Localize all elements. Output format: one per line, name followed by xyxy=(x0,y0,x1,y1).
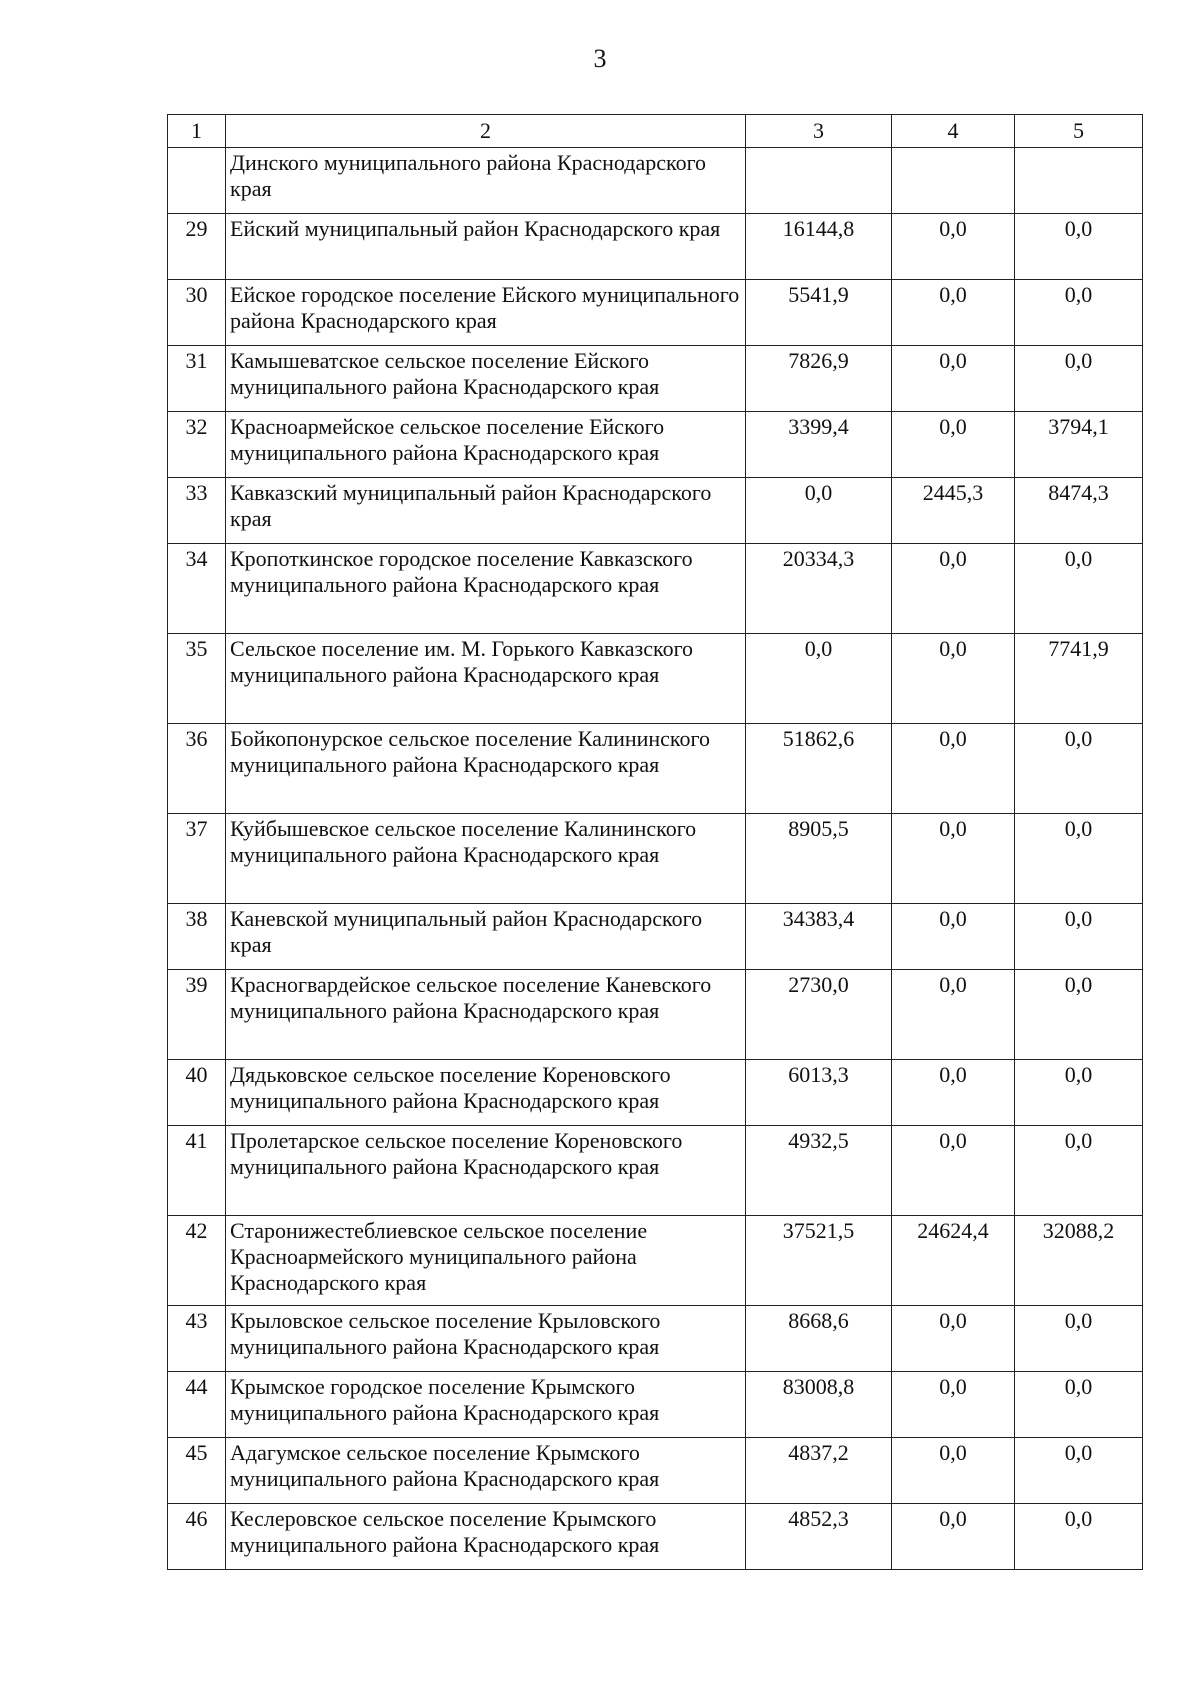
column-4-value-cell: 0,0 xyxy=(892,1504,1015,1570)
row-number-cell: 30 xyxy=(168,280,226,346)
row-number-cell: 42 xyxy=(168,1216,226,1306)
municipality-name-cell: Динского муниципального района Краснодарского края xyxy=(226,148,746,214)
municipality-name-cell: Бойкопонурское сельское поселение Калининского муниципального района Краснодарского края xyxy=(226,724,746,814)
column-4-value-cell: 0,0 xyxy=(892,970,1015,1060)
column-header-3: 3 xyxy=(746,115,892,148)
municipality-name-cell: Кеслеровское сельское поселение Крымского муниципального района Краснодарского края xyxy=(226,1504,746,1570)
column-4-value-cell: 0,0 xyxy=(892,904,1015,970)
column-5-value-cell: 0,0 xyxy=(1015,1504,1143,1570)
table-row xyxy=(168,346,1143,412)
column-3-value-cell: 51862,6 xyxy=(746,724,892,814)
column-5-value-cell: 3794,1 xyxy=(1015,412,1143,478)
column-5-value-cell: 0,0 xyxy=(1015,814,1143,904)
row-number-cell: 34 xyxy=(168,544,226,634)
table-row xyxy=(168,214,1143,280)
municipality-name-cell: Ейское городское поселение Ейского муниципального района Краснодарского края xyxy=(226,280,746,346)
column-3-value-cell: 0,0 xyxy=(746,634,892,724)
column-3-value-cell: 5541,9 xyxy=(746,280,892,346)
column-5-value-cell: 0,0 xyxy=(1015,724,1143,814)
column-3-value-cell: 4932,5 xyxy=(746,1126,892,1216)
column-3-value-cell: 34383,4 xyxy=(746,904,892,970)
column-3-value-cell: 4852,3 xyxy=(746,1504,892,1570)
column-3-value-cell: 83008,8 xyxy=(746,1372,892,1438)
row-number-cell: 41 xyxy=(168,1126,226,1216)
municipality-name-cell: Старонижестеблиевское сельское поселение Красноармейского муниципального района Краснодарского края xyxy=(226,1216,746,1306)
row-number-cell: 37 xyxy=(168,814,226,904)
column-3-value-cell: 8905,5 xyxy=(746,814,892,904)
municipality-name-cell: Дядьковское сельское поселение Кореновского муниципального района Краснодарского края xyxy=(226,1060,746,1126)
table-row xyxy=(168,970,1143,1060)
municipality-name-cell: Красногвардейское сельское поселение Каневского муниципального района Краснодарского края xyxy=(226,970,746,1060)
table-row xyxy=(168,412,1143,478)
column-3-value-cell: 6013,3 xyxy=(746,1060,892,1126)
row-number-cell: 31 xyxy=(168,346,226,412)
column-5-value-cell: 0,0 xyxy=(1015,544,1143,634)
row-number-cell: 29 xyxy=(168,214,226,280)
municipality-name-cell: Пролетарское сельское поселение Кореновского муниципального района Краснодарского края xyxy=(226,1126,746,1216)
column-4-value-cell: 0,0 xyxy=(892,634,1015,724)
table-row xyxy=(168,634,1143,724)
column-5-value-cell: 7741,9 xyxy=(1015,634,1143,724)
municipality-name-cell: Куйбышевское сельское поселение Калининского муниципального района Краснодарского края xyxy=(226,814,746,904)
municipality-name-cell: Красноармейское сельское поселение Ейского муниципального района Краснодарского края xyxy=(226,412,746,478)
column-4-value-cell: 24624,4 xyxy=(892,1216,1015,1306)
row-number-cell: 39 xyxy=(168,970,226,1060)
row-number-cell: 40 xyxy=(168,1060,226,1126)
row-number-cell: 38 xyxy=(168,904,226,970)
row-number-cell: 35 xyxy=(168,634,226,724)
column-4-value-cell: 0,0 xyxy=(892,412,1015,478)
column-5-value-cell: 0,0 xyxy=(1015,346,1143,412)
column-5-value-cell: 0,0 xyxy=(1015,214,1143,280)
column-4-value-cell: 0,0 xyxy=(892,1060,1015,1126)
table-row xyxy=(168,478,1143,544)
column-4-value-cell: 0,0 xyxy=(892,724,1015,814)
row-number-cell: 44 xyxy=(168,1372,226,1438)
column-4-value-cell: 0,0 xyxy=(892,1126,1015,1216)
table-row xyxy=(168,724,1143,814)
allocation-table xyxy=(167,114,1143,1570)
row-number-cell: 36 xyxy=(168,724,226,814)
municipality-name-cell: Адагумское сельское поселение Крымского муниципального района Краснодарского края xyxy=(226,1438,746,1504)
column-3-value-cell: 16144,8 xyxy=(746,214,892,280)
column-5-value-cell: 0,0 xyxy=(1015,1438,1143,1504)
column-5-value-cell: 0,0 xyxy=(1015,904,1143,970)
table-row xyxy=(168,1438,1143,1504)
column-4-value-cell: 0,0 xyxy=(892,814,1015,904)
column-header-5: 5 xyxy=(1015,115,1143,148)
municipality-name-cell: Сельское поселение им. М. Горького Кавказского муниципального района Краснодарского края xyxy=(226,634,746,724)
table-row xyxy=(168,1372,1143,1438)
column-5-value-cell: 0,0 xyxy=(1015,1372,1143,1438)
column-4-value-cell xyxy=(892,148,1015,214)
column-3-value-cell xyxy=(746,148,892,214)
row-number-cell: 43 xyxy=(168,1306,226,1372)
table-row xyxy=(168,544,1143,634)
column-3-value-cell: 7826,9 xyxy=(746,346,892,412)
column-3-value-cell: 0,0 xyxy=(746,478,892,544)
column-4-value-cell: 0,0 xyxy=(892,544,1015,634)
table-header-row xyxy=(168,115,1143,148)
table-row xyxy=(168,814,1143,904)
column-3-value-cell: 20334,3 xyxy=(746,544,892,634)
column-4-value-cell: 2445,3 xyxy=(892,478,1015,544)
municipality-name-cell: Крымское городское поселение Крымского муниципального района Краснодарского края xyxy=(226,1372,746,1438)
table-row xyxy=(168,1216,1143,1306)
column-3-value-cell: 4837,2 xyxy=(746,1438,892,1504)
column-4-value-cell: 0,0 xyxy=(892,1306,1015,1372)
column-3-value-cell: 2730,0 xyxy=(746,970,892,1060)
column-5-value-cell xyxy=(1015,148,1143,214)
column-4-value-cell: 0,0 xyxy=(892,214,1015,280)
municipality-name-cell: Каневской муниципальный район Краснодарского края xyxy=(226,904,746,970)
municipality-name-cell: Кавказский муниципальный район Краснодарского края xyxy=(226,478,746,544)
column-4-value-cell: 0,0 xyxy=(892,1372,1015,1438)
row-number-cell xyxy=(168,148,226,214)
column-3-value-cell: 8668,6 xyxy=(746,1306,892,1372)
column-3-value-cell: 3399,4 xyxy=(746,412,892,478)
column-5-value-cell: 0,0 xyxy=(1015,280,1143,346)
column-5-value-cell: 0,0 xyxy=(1015,1126,1143,1216)
row-number-cell: 45 xyxy=(168,1438,226,1504)
column-4-value-cell: 0,0 xyxy=(892,346,1015,412)
municipality-name-cell: Крыловское сельское поселение Крыловского муниципального района Краснодарского края xyxy=(226,1306,746,1372)
row-number-cell: 32 xyxy=(168,412,226,478)
municipality-name-cell: Камышеватское сельское поселение Ейского муниципального района Краснодарского края xyxy=(226,346,746,412)
table-row xyxy=(168,1126,1143,1216)
table-row xyxy=(168,280,1143,346)
municipality-name-cell: Ейский муниципальный район Краснодарского края xyxy=(226,214,746,280)
column-5-value-cell: 0,0 xyxy=(1015,1060,1143,1126)
table-row-continuation xyxy=(168,148,1143,214)
table-row xyxy=(168,904,1143,970)
column-3-value-cell: 37521,5 xyxy=(746,1216,892,1306)
column-4-value-cell: 0,0 xyxy=(892,280,1015,346)
page-number: 3 xyxy=(593,44,607,73)
table-row xyxy=(168,1306,1143,1372)
column-5-value-cell: 0,0 xyxy=(1015,970,1143,1060)
column-header-1: 1 xyxy=(168,115,226,148)
column-5-value-cell: 8474,3 xyxy=(1015,478,1143,544)
table-body xyxy=(168,148,1143,1570)
municipality-name-cell: Кропоткинское городское поселение Кавказского муниципального района Краснодарского края xyxy=(226,544,746,634)
column-5-value-cell: 0,0 xyxy=(1015,1306,1143,1372)
column-4-value-cell: 0,0 xyxy=(892,1438,1015,1504)
column-header-2: 2 xyxy=(226,115,746,148)
table-row xyxy=(168,1060,1143,1126)
row-number-cell: 46 xyxy=(168,1504,226,1570)
table-row xyxy=(168,1504,1143,1570)
row-number-cell: 33 xyxy=(168,478,226,544)
column-header-4: 4 xyxy=(892,115,1015,148)
column-5-value-cell: 32088,2 xyxy=(1015,1216,1143,1306)
